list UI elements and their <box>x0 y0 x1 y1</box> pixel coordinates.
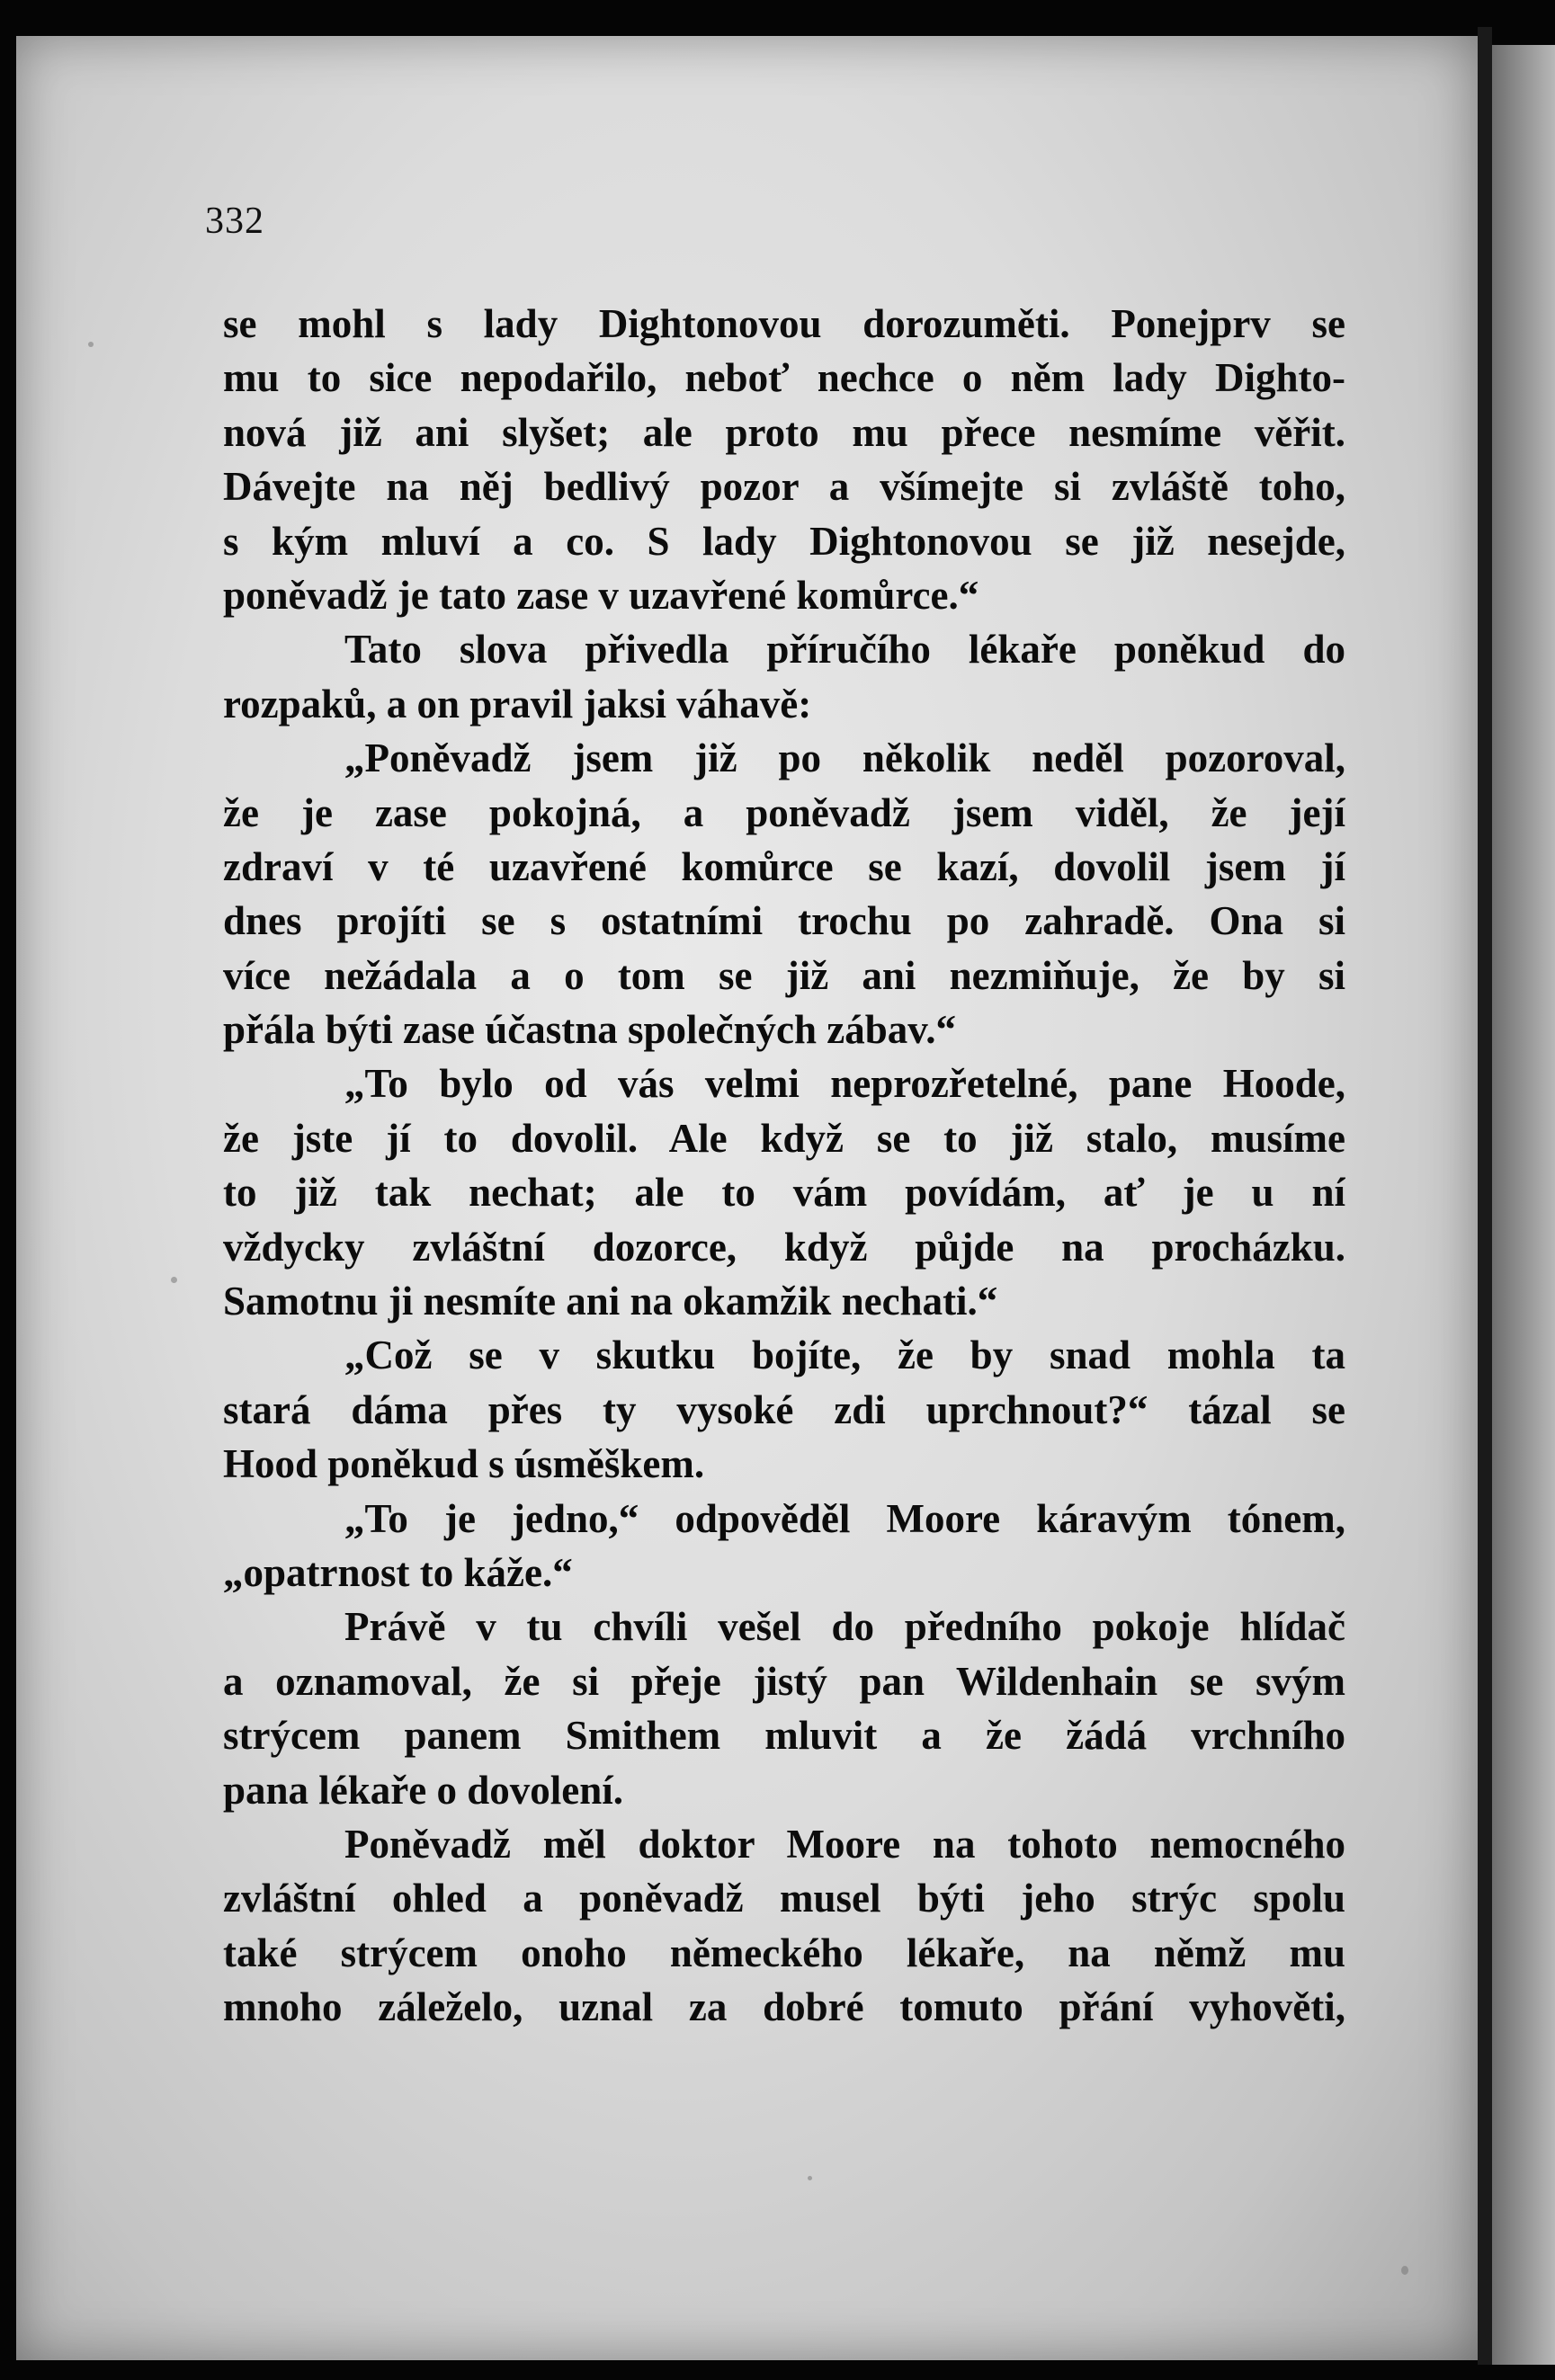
text-line: se mohl s lady Dightonovou dorozuměti. Ponejprv se <box>223 301 1345 346</box>
text-line: Samotnu ji nesmíte ani na okamžik nechati.“ <box>223 1279 998 1324</box>
text-line: poněvadž je tato zase v uzavřené komůrce.“ <box>223 572 979 618</box>
text-line: Hood poněkud s úsměškem. <box>223 1441 705 1487</box>
text-line: „To je jedno,“ odpověděl Moore káravým tónem, <box>344 1495 1345 1541</box>
paper-speck <box>88 342 94 347</box>
page-number: 332 <box>205 201 264 242</box>
text-line: že jste jí to dovolil. Ale když se to již stalo, musíme <box>223 1115 1345 1161</box>
text-line: mnoho záleželo, uznal za dobré tomuto přání vyhověti, <box>223 1984 1345 2030</box>
text-line: Právě v tu chvíli vešel do předního pokoje hlídač <box>344 1604 1345 1650</box>
text-line: mu to sice nepodařilo, neboť nechce o něm lady Dighto- <box>223 355 1345 401</box>
body-text <box>223 297 1345 2035</box>
text-line: s kým mluví a co. S lady Dightonovou se již nesejde, <box>223 518 1345 564</box>
text-line: rozpaků, a on pravil jaksi váhavě: <box>223 681 812 726</box>
paper-speck <box>1401 2266 1408 2275</box>
text-line: „To bylo od vás velmi neprozřetelné, pane Hoode, <box>344 1061 1345 1107</box>
text-line: také strýcem onoho německého lékaře, na němž mu <box>223 1930 1345 1975</box>
text-line: a oznamoval, že si přeje jistý pan Wildenhain se svým <box>223 1658 1345 1704</box>
text-line: nová již ani slyšet; ale proto mu přece nesmíme věřit. <box>223 409 1345 455</box>
paper-speck <box>808 2176 812 2180</box>
text-line: zvláštní ohled a poněvadž musel býti jeho strýc spolu <box>223 1876 1345 1921</box>
text-line: Poněvadž měl doktor Moore na tohoto nemocného <box>344 1821 1345 1867</box>
adjacent-page-edge <box>1492 45 1555 2365</box>
text-line: že je zase pokojná, a poněvadž jsem viděl, že její <box>223 789 1345 835</box>
text-line: pana lékaře o dovolení. <box>223 1767 624 1813</box>
text-line: Dávejte na něj bedlivý pozor a všímejte si zvláště toho, <box>223 464 1345 510</box>
text-line: „opatrnost to káže.“ <box>223 1549 573 1595</box>
text-line: více nežádala a o tom se již ani nezmiňuje, že by si <box>223 952 1345 998</box>
text-line: „Což se v skutku bojíte, že by snad mohla ta <box>344 1333 1345 1378</box>
text-line: stará dáma přes ty vysoké zdi uprchnout?“ tázal se <box>223 1386 1345 1432</box>
text-line: „Poněvadž jsem již po několik neděl pozoroval, <box>344 735 1345 781</box>
text-line: to již tak nechat; ale to vám povídám, ať je u ní <box>223 1170 1345 1216</box>
text-line: Tato slova přivedla příručího lékaře poněkud do <box>344 627 1345 673</box>
text-line: dnes projíti se s ostatními trochu po zahradě. Ona si <box>223 898 1345 944</box>
text-line: strýcem panem Smithem mluvit a že žádá vrchního <box>223 1713 1345 1759</box>
paper-speck <box>171 1277 177 1283</box>
text-line: vždycky zvláštní dozorce, když půjde na procházku. <box>223 1224 1345 1270</box>
text-line: přála býti zase účastna společných zábav.“ <box>223 1007 957 1053</box>
page-gutter-shadow <box>1478 27 1492 2365</box>
text-line: zdraví v té uzavřené komůrce se kazí, dovolil jsem jí <box>223 843 1345 889</box>
